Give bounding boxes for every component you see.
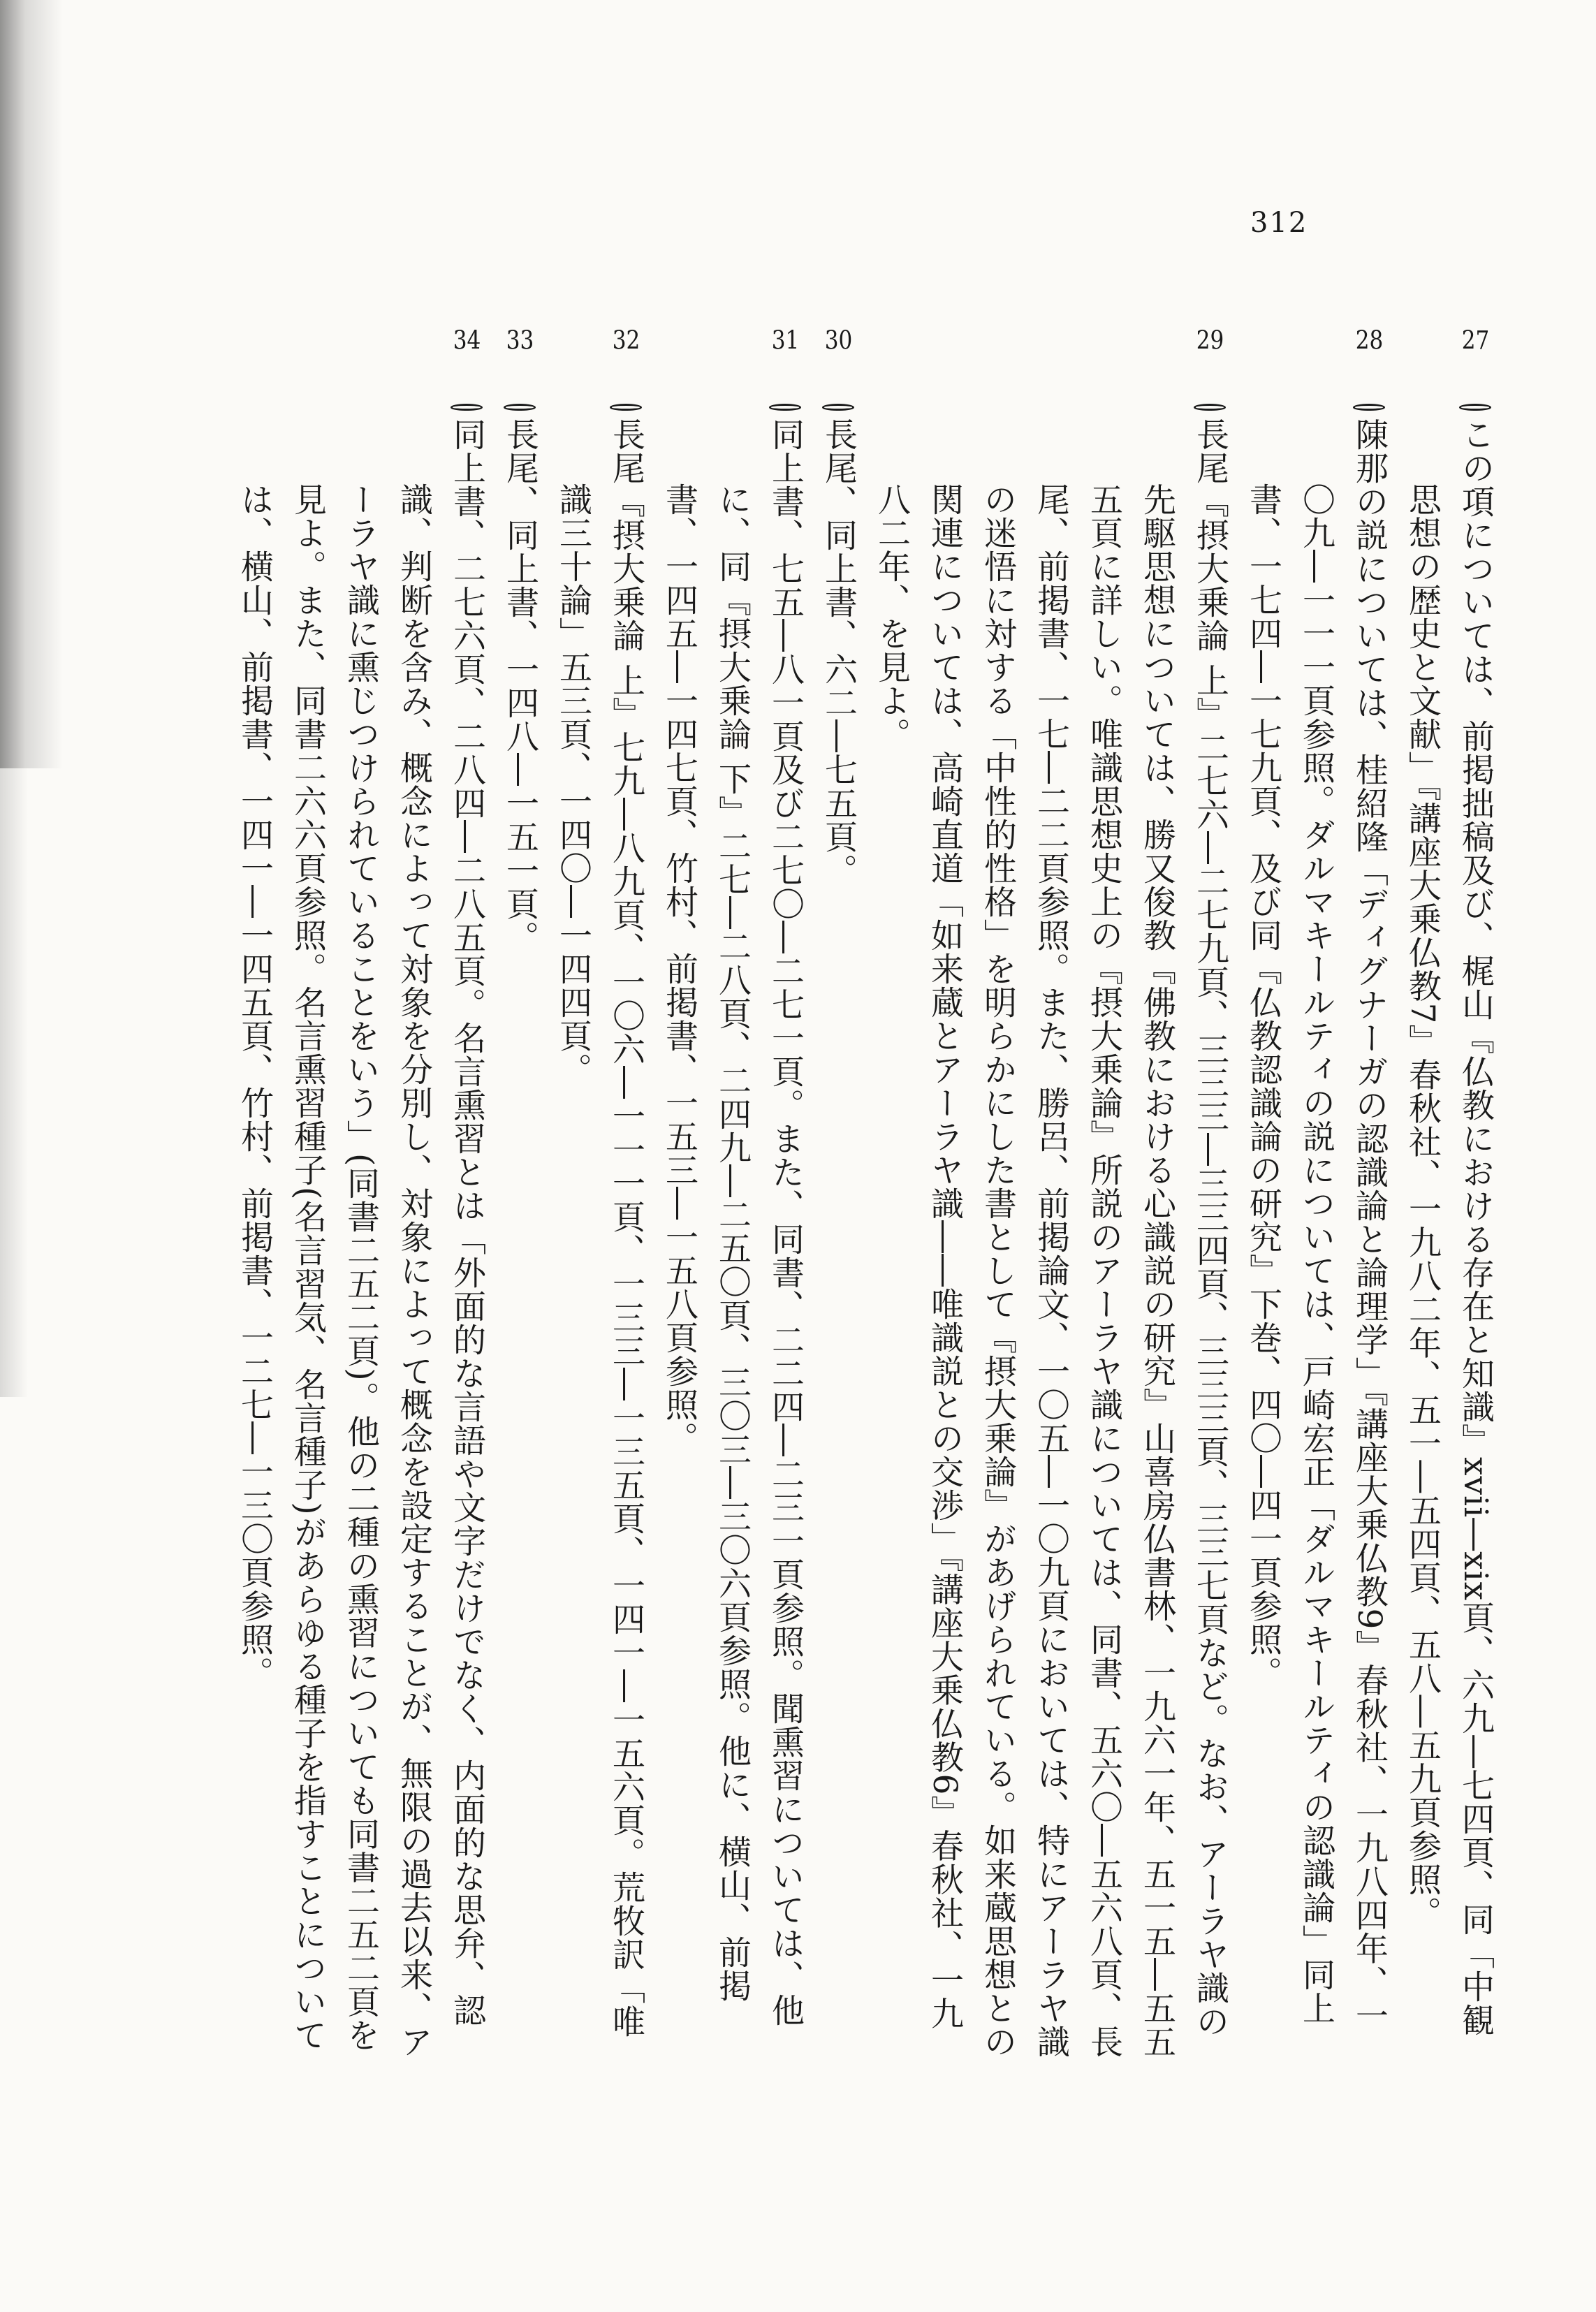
note-text: 同上書、七五―八一頁及び二七〇―二七一頁。また、同書、二二四―二三一頁参照。聞熏習については、他に、同『摂大乗論 下』二七―二八頁、二四九―二五〇頁、三〇三―三〇六頁参照。他に、横山、前掲書、一四五―一四七頁、竹村、前掲書、一五三―一五八頁参照。 xyxy=(660,418,805,2027)
note-number: 27 xyxy=(1459,404,1491,411)
page-edge-shadow xyxy=(0,0,63,768)
note-number: 30 xyxy=(822,404,854,411)
note-text: 長尾『摂大乗論 上』二七六―二七九頁、三三三―三三四頁、三三三頁、三三七頁など。なお、アーラヤ識の先駆思想については、勝又俊教『佛教における心識説の研究』山喜房仏書林、一九六一年、五一五―五五五頁に詳しい。唯識思想史上の『摂大乗論』所説のアーラヤ識については、同書、五六〇―五六八頁、長尾、前掲書、一七―二二頁参照。また、勝呂、前掲論文、一〇五―一〇九頁においては、特にアーラヤ識の迷悟に対する「中性的性格」を明らかにした書として『摂大乗論』があげられている。如来蔵思想との関連については、高崎直道「如来蔵とアーラヤ識――唯識説との交渉」『講座大乗仏教6』春秋社、一九八二年、を見よ。 xyxy=(872,418,1229,2058)
note-text: 長尾、同上書、六二―七五頁。 xyxy=(819,418,858,887)
note-number: 34 xyxy=(451,404,483,411)
footnote-30 xyxy=(812,328,865,2059)
note-text: 同上書、二七六頁、二八四―二八五頁。名言熏習とは「外面的な言語や文字だけでなく、内面的な思弁、認識、判断を含み、概念によって対象を分別し、対象によって概念を設定することが、無限の過去以来、アーラヤ識に熏じつけられていることをいう」(同書二五二頁)。他の二種の熏習についても同書二五二頁を見よ。また、同書二六六頁参照。名言熏習種子(名言習気、名言種子)があらゆる種子を指すことについては、横山、前掲書、一四一―一四五頁、竹村、前掲書、一二七―一三〇頁参照。 xyxy=(235,418,486,2058)
note-number: 33 xyxy=(504,404,536,411)
note-number: 31 xyxy=(769,404,801,411)
footnote-32 xyxy=(546,328,652,2059)
footnote-34 xyxy=(228,328,493,2059)
note-text: 長尾『摂大乗論 上』七九―八九頁、一〇六―一一一頁、一三三―一三五頁、一四一―一五六頁。荒牧訳「唯識三十論」五三頁、一四〇―一四四頁。 xyxy=(554,418,645,2038)
note-text: この項については、前掲拙稿及び、梶山『仏教における存在と知識』xvii―xix頁、六九―七四頁、同「中観思想の歴史と文献」『講座大乗仏教7』春秋社、一九八二年、五一―五四頁、五八―五九頁参照。 xyxy=(1403,418,1495,2037)
page-edge-shadow-lower xyxy=(0,768,28,1397)
footnote-31 xyxy=(652,328,812,2059)
footnote-33 xyxy=(493,328,546,2059)
footnotes-block xyxy=(112,328,1502,2059)
footnote-28 xyxy=(1236,328,1396,2059)
footnote-29 xyxy=(865,328,1236,2059)
note-number: 28 xyxy=(1353,404,1385,411)
note-number: 29 xyxy=(1194,404,1226,411)
note-text: 長尾、同上書、一四八―一五一頁。 xyxy=(501,418,539,954)
page-number: 312 xyxy=(1250,207,1308,239)
note-text: 陳那の説については、桂紹隆「ディグナーガの認識論と論理学」『講座大乗仏教9』春秋社、一九八四年、一〇九―一一一頁参照。ダルマキールティの説については、戸崎宏正「ダルマキールティの認識論」同上書、一七四―一七九頁、及び同『仏教認識論の研究』下巻、四〇―四一頁参照。 xyxy=(1244,418,1389,2033)
footnote-27 xyxy=(1396,328,1502,2059)
note-number: 32 xyxy=(610,404,642,411)
